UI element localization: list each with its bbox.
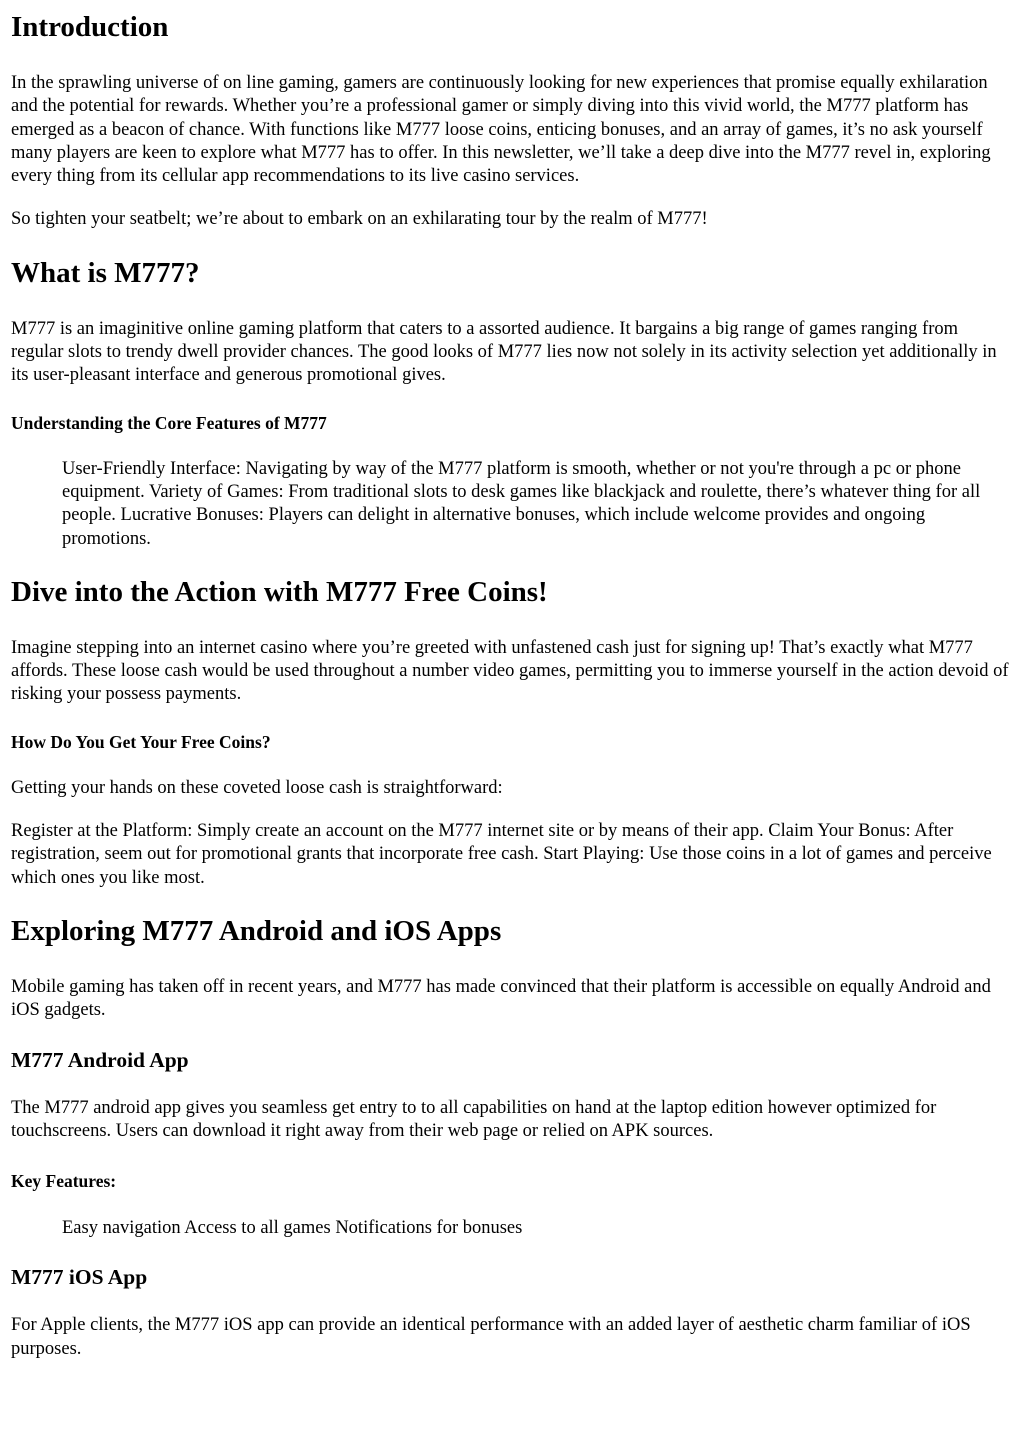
free-coins-paragraph-2: Getting your hands on these coveted loose cash is straightforward: xyxy=(11,777,503,798)
article xyxy=(0,10,1024,1361)
heading-key-features: Key Features: xyxy=(11,1171,117,1192)
heading-introduction: Introduction xyxy=(11,11,169,43)
core-features-quote: User-Friendly Interface: Navigating by way of the M777 platform is smooth, whether or not you're through a pc or phone equipment. Variety of Games: From traditional slots to desk games like blackjack and roulette, there’s whatever thing for all people. Lucrative Bonuses: Players can delight in alternative bonuses, which include welcome provides and ongoing promotions. xyxy=(62,458,981,549)
ios-paragraph: For Apple clients, the M777 iOS app can provide an identical performance with an added layer of aesthetic charm familiar of iOS purposes. xyxy=(11,1315,971,1359)
free-coins-paragraph-1: Imagine stepping into an internet casino where you’re greeted with unfastened cash just for signing up! That’s exactly what M777 affords. These loose cash would be used throughout a number video games, permitting you to immerse yourself in the action devoid of risking your possess payments. xyxy=(11,637,1009,705)
intro-paragraph-1: In the sprawling universe of on line gaming, gamers are continuously looking for new experiences that promise equally exhilaration and the potential for rewards. Whether you’re a professional gamer or simply diving into this vivid world, the M777 platform has emerged as a beacon of chance. With functions like M777 loose coins, enticing bonuses, and an array of games, it’s no ask yourself many players are keen to explore what M777 has to offer. In this newsletter, we’ll take a deep dive into the M777 revel in, exploring every thing from its cellular app recommendations to its live casino services. xyxy=(11,73,991,187)
heading-core-features: Understanding the Core Features of M777 xyxy=(11,412,327,433)
heading-what-is-m777: What is M777? xyxy=(11,256,200,289)
heading-apps: Exploring M777 Android and iOS Apps xyxy=(11,914,502,947)
heading-get-free-coins: How Do You Get Your Free Coins? xyxy=(11,731,271,752)
android-paragraph: The M777 android app gives you seamless get entry to to all capabilities on hand at the laptop edition however optimized for touchscreens. Users can download it right away from their web page or relied on APK sources. xyxy=(11,1097,937,1141)
key-features-quote: Easy navigation Access to all games Notifications for bonuses xyxy=(62,1218,523,1239)
intro-paragraph-2: So tighten your seatbelt; we’re about to embark on an exhilarating tour by the realm of M777! xyxy=(11,209,708,230)
heading-android-app: M777 Android App xyxy=(11,1047,189,1072)
heading-ios-app: M777 iOS App xyxy=(11,1265,148,1290)
what-is-paragraph: M777 is an imaginitive online gaming platform that caters to a assorted audience. It bargains a big range of games ranging from regular slots to trendy dwell provider chances. The good looks of M777 lies now not solely in its activity selection yet additionally in its user-pleasant interface and generous promotional gives. xyxy=(11,318,997,386)
apps-paragraph: Mobile gaming has taken off in recent years, and M777 has made convinced that their platform is accessible on equally Android and iOS gadgets. xyxy=(11,976,991,1021)
heading-free-coins: Dive into the Action with M777 Free Coins! xyxy=(11,575,548,608)
free-coins-paragraph-3: Register at the Platform: Simply create an account on the M777 internet site or by means of their app. Claim Your Bonus: After registration, seem out for promotional grants that incorporate free cash. Start Playing: Use those coins in a lot of games and perceive which ones you like most. xyxy=(11,821,992,888)
